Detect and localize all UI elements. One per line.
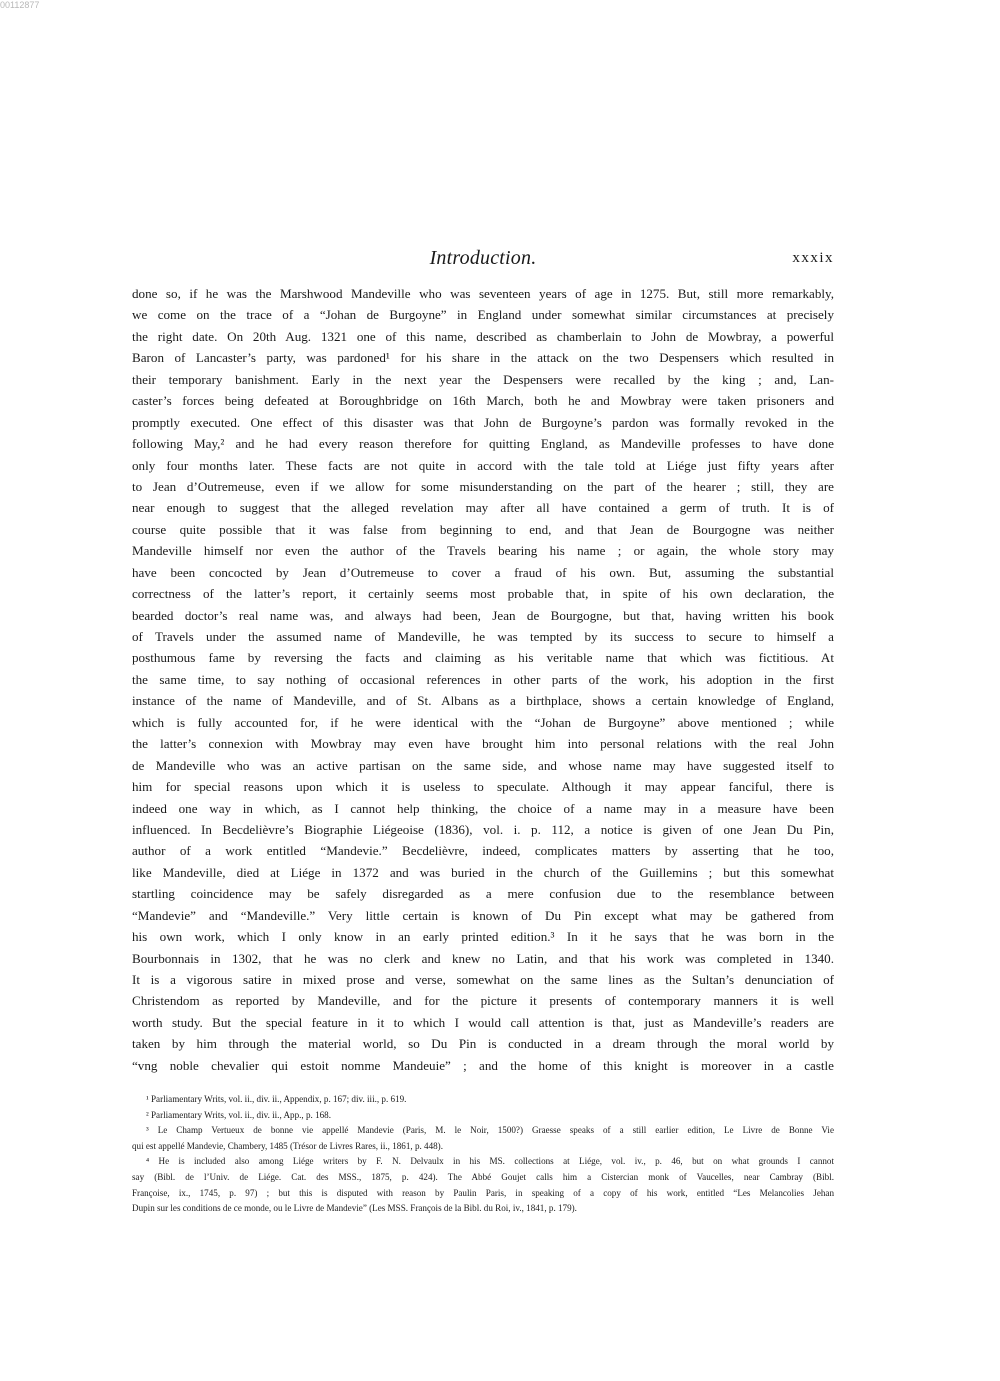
text-line: him for special reasons upon which it is useless to speculate. Although it may appear fanciful, there is bbox=[132, 779, 834, 795]
text-line: startling coincidence may be safely disregarded as a mere confusion due to the resemblance between bbox=[132, 886, 834, 902]
text-line: we come on the trace of a “Johan de Burgoyne” in England under somewhat similar circumstances at precisely bbox=[132, 307, 834, 323]
text-line: Bourbonnais in 1302, that he was no clerk and knew no Latin, and that his work was completed in 1340. bbox=[132, 950, 834, 966]
footnote-4-continued: Françoise, ix., 1745, p. 97) ; but this is disputed with reason by Paulin Paris, in speaking of a copy of his work, entitled “Les Melancolies Jehan bbox=[132, 1187, 834, 1198]
text-line: their temporary banishment. Early in the next year the Despensers were recalled by the king ; and, Lan- bbox=[132, 371, 834, 387]
text-line: Mandeville himself nor even the author of the Travels bearing his name ; or again, the whole story may bbox=[132, 543, 834, 559]
text-line: posthumous fame by reversing the facts and claiming as his veritable name that which was fictitious. At bbox=[132, 650, 834, 666]
text-line: It is a vigorous satire in mixed prose and verse, somewhat on the same lines as the Sultan’s denunciation of bbox=[132, 972, 834, 987]
text-line: influenced. In Becdelièvre’s Biographie Liégeoise (1836), vol. i. p. 112, a notice is given of one Jean Du Pin, bbox=[132, 821, 834, 837]
text-line: the latter’s connexion with Mowbray may even have brought him into personal relations with the real John bbox=[132, 736, 834, 752]
text-line: correctness of the latter’s report, it certainly seems most probable that, in spite of his own declaration, the bbox=[132, 586, 834, 602]
footnote-3-continued: qui est appellé Mandevie, Chambery, 1485 (Trésor de Livres Rares, ii., 1861, p. 448). bbox=[132, 1140, 443, 1151]
footnote-2: ² Parliamentary Writs, vol. ii., div. ii., App., p. 168. bbox=[146, 1109, 331, 1120]
text-line: promptly executed. One effect of this disaster was that John de Burgoyne’s pardon was formally revoked in the bbox=[132, 414, 834, 430]
text-line: instance of the name of Mandeville, and of St. Albans as a birthplace, shows a certain knowledge of England, bbox=[132, 693, 834, 709]
text-line: the same time, to say nothing of occasional references in other parts of the work, his adoption in the first bbox=[132, 671, 834, 687]
text-line: his own work, which I only know in an early printed edition.³ In it he says that he was born in the bbox=[132, 929, 834, 945]
page-header bbox=[132, 245, 834, 271]
text-line: “Mandevie” and “Mandeville.” Very little certain is known of Du Pin except what may be gathered from bbox=[132, 907, 834, 923]
text-line: indeed one way in which, as I cannot help thinking, the choice of a name may in a measure have been bbox=[132, 800, 834, 816]
text-line: near enough to suggest that the alleged revelation may after all have contained a germ of truth. It is of bbox=[132, 500, 834, 516]
text-line: bearded doctor’s real name was, and always had been, Jean de Bourgogne, but that, having written his book bbox=[132, 607, 834, 623]
text-line: course quite possible that it was false from beginning to end, and that Jean de Bourgogne was neither bbox=[132, 521, 834, 537]
text-line: de Mandeville who was an active partisan on the same side, and whose name may have suggested itself to bbox=[132, 757, 834, 773]
text-line: worth study. But the special feature in it to which I would call attention is that, just as Mandeville’s readers are bbox=[132, 1014, 834, 1030]
text-line: author of a work entitled “Mandevie.” Becdelièvre, indeed, complicates matters by asserting that he too, bbox=[132, 843, 834, 859]
running-title: Introduction. bbox=[429, 247, 537, 269]
page-number: xxxix bbox=[792, 250, 834, 266]
text-line: to Jean d’Outremeuse, even if we allow for some misunderstanding on the part of the hearer ; still, they are bbox=[132, 478, 834, 494]
footnotes bbox=[132, 1092, 834, 1217]
text-line: of Travels under the assumed name of Mandeville, he was tempted by its success to secure to himself a bbox=[132, 629, 834, 644]
footnote-3: ³ Le Champ Vertueux de bonne vie appellé Mandevie (Paris, M. le Noir, 1500?) Graesse speaks of a still earlier edition, Le Livre de Bonne Vie bbox=[146, 1125, 834, 1136]
footnote-4-continued: say (Bibl. de l’Univ. de Liége. Cat. des MSS., 1875, p. 424). The Abbé Goujet calls him a Cistercian monk of Vaucelles, near Cambray (Bibl. bbox=[132, 1171, 834, 1182]
footnote-1: ¹ Parliamentary Writs, vol. ii., div. ii., Appendix, p. 167; div. iii., p. 619. bbox=[146, 1094, 407, 1104]
footnote-4: ⁴ He is included also among Liége writers by F. N. Delvaulx in his MS. collections at Liége, vol. iv., p. 46, but on what grounds I cannot bbox=[146, 1156, 834, 1167]
text-line: taken by him through the material world, so Du Pin is conducted in a dream through the moral world by bbox=[132, 1036, 834, 1052]
text-line: following May,² and he had every reason therefore for quitting England, as Mandeville professes to have done bbox=[132, 436, 834, 452]
text-line: like Mandeville, died at Liége in 1372 and was buried in the church of the Guillemins ; but this somewhat bbox=[132, 864, 834, 880]
text-line: only four months later. These facts are not quite in accord with the tale told at Liége just fifty years after bbox=[132, 457, 834, 473]
text-line: which is fully accounted for, if he were identical with the “Johan de Burgoyne” above mentioned ; while bbox=[132, 714, 834, 730]
text-line: done so, if he was the Marshwood Mandeville who was seventeen years of age in 1275. But, still more remarkably, bbox=[132, 286, 834, 301]
footnote-4-continued: Dupin sur les conditions de ce monde, ou le Livre de Mandevie” (Les MSS. François de la Bibl. du Roi, iv., 1841, p. 179). bbox=[132, 1203, 577, 1214]
text-line: Baron of Lancaster’s party, was pardoned¹ for his share in the attack on the two Despensers which resulted in bbox=[132, 350, 834, 366]
scan-id-label: 00112877 bbox=[0, 0, 40, 10]
text-line: have been concocted by Jean d’Outremeuse to cover a fraud of his own. But, assuming the substantial bbox=[132, 564, 834, 580]
body-text bbox=[132, 283, 834, 1076]
text-line: caster’s forces being defeated at Boroughbridge on 16th March, both he and Mowbray were taken prisoners and bbox=[132, 393, 834, 409]
text-line: Christendom as reported by Mandeville, and for the picture it presents of contemporary manners it is well bbox=[132, 993, 834, 1009]
text-line: the right date. On 20th Aug. 1321 one of this name, described as chamberlain to John de Mowbray, a powerful bbox=[132, 328, 834, 344]
text-line: “vng noble chevalier qui estoit nomme Mandeuie” ; and the home of this knight is moreover in a castle bbox=[132, 1057, 834, 1073]
